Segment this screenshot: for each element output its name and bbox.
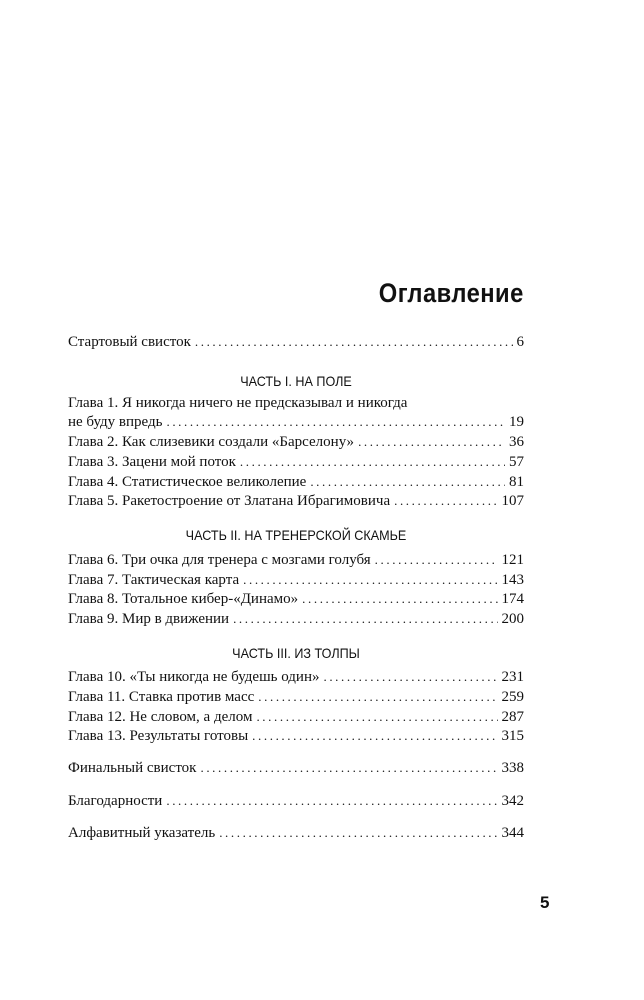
page-title: Оглавление (379, 278, 524, 308)
toc-entry-acknowledgements (68, 791, 524, 811)
entry-page: 143 (501, 572, 524, 588)
part-heading: ЧАСТЬ II. НА ТРЕНЕРСКОЙ СКАМЬЕ (185, 527, 407, 543)
leader-dots (233, 609, 497, 629)
toc-entry (68, 667, 524, 687)
toc-entry (68, 412, 524, 432)
entry-label: Глава 10. «Ты никогда не будешь один» (68, 669, 320, 685)
leader-dots (256, 707, 497, 727)
page-number: 5 (540, 893, 550, 912)
part-heading: ЧАСТЬ III. ИЗ ТОЛПЫ (232, 645, 360, 661)
leader-dots (219, 823, 497, 843)
entry-page: 36 (509, 434, 524, 450)
toc-entry (68, 550, 524, 570)
toc-entry (68, 687, 524, 707)
entry-page: 81 (509, 474, 524, 490)
leader-dots (358, 432, 505, 452)
toc-entry (68, 472, 524, 492)
entry-label: Глава 9. Мир в движении (68, 611, 230, 627)
leader-dots (394, 491, 497, 511)
entry-label: Глава 2. Как слизевики создали «Барселону» (68, 434, 355, 450)
entry-label: Глава 13. Результаты готовы (68, 728, 249, 744)
toc-entry-final (68, 758, 524, 778)
leader-dots (258, 687, 497, 707)
leader-dots (323, 667, 497, 687)
leader-dots (243, 570, 497, 590)
toc-entry (68, 570, 524, 590)
entry-label: Глава 7. Тактическая карта (68, 572, 240, 588)
entry-label: Благодарности (68, 793, 163, 809)
entry-label: Глава 12. Не словом, а делом (68, 709, 253, 725)
part-heading: ЧАСТЬ I. НА ПОЛЕ (240, 373, 352, 389)
toc-entry (68, 726, 524, 746)
entry-label: не буду впредь (68, 414, 163, 430)
entry-page: 338 (501, 760, 524, 776)
toc-entry-intro (68, 332, 524, 352)
leader-dots (166, 791, 497, 811)
toc-entry (68, 491, 524, 511)
entry-label: Алфавитный указатель (68, 825, 216, 841)
entry-page: 231 (501, 669, 524, 685)
leader-dots (195, 332, 513, 352)
entry-page: 107 (501, 493, 524, 509)
entry-page: 344 (501, 825, 524, 841)
leader-dots (166, 412, 505, 432)
entry-page: 315 (501, 728, 524, 744)
toc-entry (68, 609, 524, 629)
entry-label: Глава 5. Ракетостроение от Златана Ибрагимовича (68, 493, 391, 509)
leader-dots (240, 452, 505, 472)
entry-label: Стартовый свисток (68, 334, 191, 350)
entry-label-line1: Глава 1. Я никогда ничего не предсказывал и никогда (68, 395, 408, 411)
entry-page: 287 (501, 709, 524, 725)
toc-entry-index (68, 823, 524, 843)
toc-entry (68, 707, 524, 727)
entry-label: Глава 6. Три очка для тренера с мозгами голубя (68, 552, 371, 568)
toc-entry (68, 432, 524, 452)
entry-page: 121 (501, 552, 524, 568)
entry-page: 6 (516, 334, 524, 350)
entry-page: 19 (509, 414, 524, 430)
entry-page: 200 (501, 611, 524, 627)
entry-page: 342 (501, 793, 524, 809)
entry-label: Финальный свисток (68, 760, 197, 776)
entry-page: 174 (501, 591, 524, 607)
entry-label: Глава 8. Тотальное кибер-«Динамо» (68, 591, 299, 607)
entry-label: Глава 11. Ставка против масс (68, 689, 255, 705)
entry-label: Глава 3. Зацени мой поток (68, 454, 236, 470)
toc-entry (68, 589, 524, 609)
leader-dots (375, 550, 498, 570)
leader-dots (310, 472, 505, 492)
leader-dots (302, 589, 497, 609)
leader-dots (252, 726, 497, 746)
toc-entry (68, 452, 524, 472)
entry-page: 57 (509, 454, 524, 470)
entry-label: Глава 4. Статистическое великолепие (68, 474, 307, 490)
entry-page: 259 (501, 689, 524, 705)
leader-dots (200, 758, 497, 778)
